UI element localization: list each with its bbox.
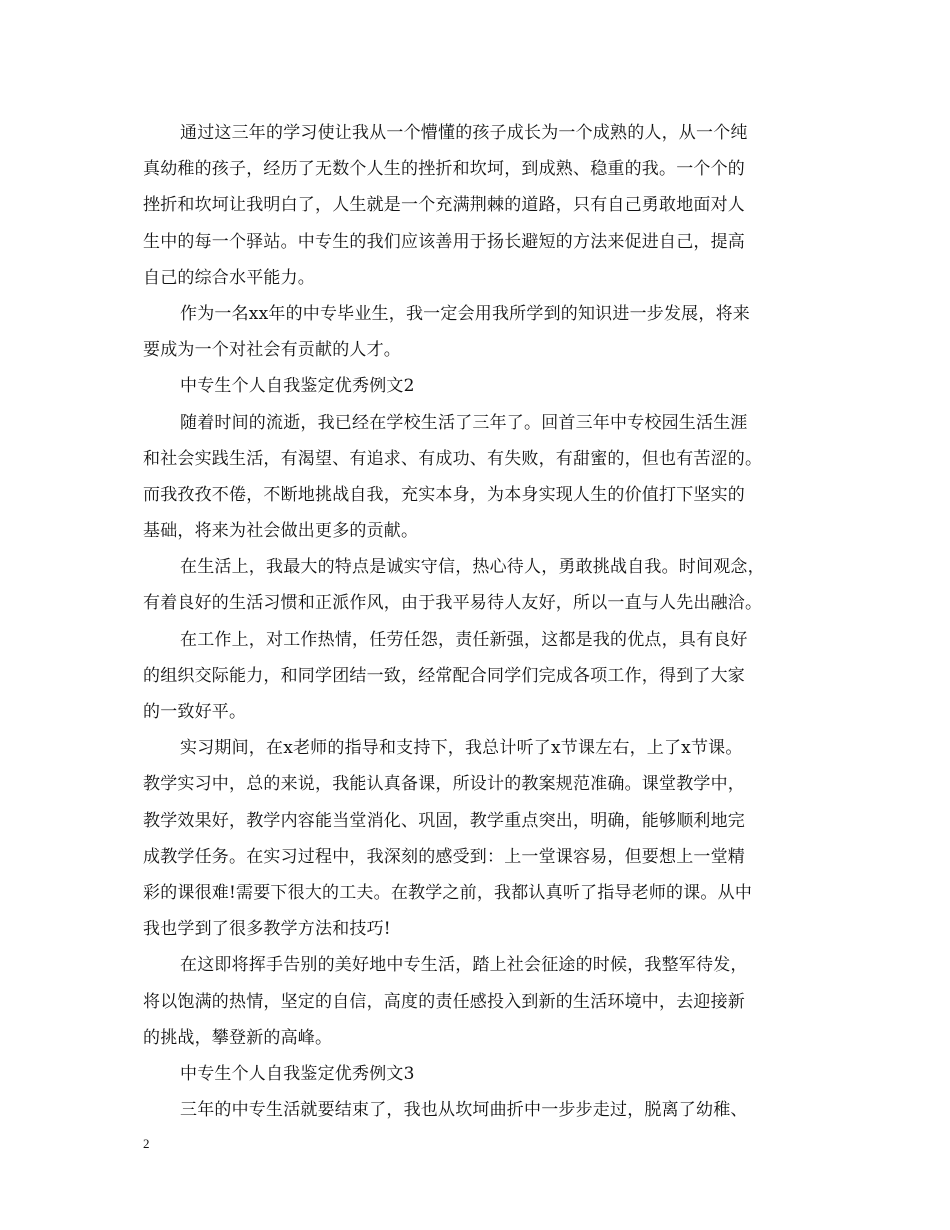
text-line: 的挑战，攀登新的高峰。 <box>143 1027 333 1048</box>
text-line: 成教学任务。在实习过程中，我深刻的感受到：上一堂课容易，但要想上一堂精 <box>143 846 745 867</box>
text-line: 在这即将挥手告别的美好地中专生活，踏上社会征途的时候，我整军待发， <box>180 955 748 976</box>
text-line: 随着时间的流逝，我已经在学校生活了三年了。回首三年中专校园生活生涯 <box>180 412 748 433</box>
text-line: 教学实习中，总的来说，我能认真备课，所设计的教案规范准确。课堂教学中， <box>143 774 745 795</box>
document-body <box>143 115 828 1128</box>
text-line: 和社会实践生活，有渴望、有追求、有成功、有失败，有甜蜜的，但也有苦涩的。 <box>143 448 763 469</box>
text-line: 在工作上，对工作热情，任劳任怨，责任新强，这都是我的优点，具有良好 <box>180 629 748 650</box>
text-line: 要成为一个对社会有贡献的人才。 <box>143 340 401 361</box>
text-line: 实习期间，在x老师的指导和支持下，我总计听了x节课左右，上了x节课。 <box>180 738 743 759</box>
text-line: 将以饱满的热情，坚定的自信，高度的责任感投入到新的生活环境中，去迎接新 <box>143 991 745 1012</box>
text-line: 中专生个人自我鉴定优秀例文3 <box>180 1063 415 1084</box>
text-line: 中专生个人自我鉴定优秀例文2 <box>180 376 415 397</box>
page-number: 2 <box>143 1136 150 1151</box>
text-line: 的一致好平。 <box>143 702 247 722</box>
text-line: 彩的课很难!需要下很大的工夫。在教学之前，我都认真听了指导老师的课。从中 <box>143 882 753 903</box>
text-line: 自己的综合水平能力。 <box>143 267 315 288</box>
text-line: 挫折和坎坷让我明白了，人生就是一个充满荆棘的道路，只有自己勇敢地面对人 <box>143 195 745 216</box>
text-line: 教学效果好，教学内容能当堂消化、巩固，教学重点突出，明确，能够顺利地完 <box>143 810 745 831</box>
text-line: 作为一名xx年的中专毕业生，我一定会用我所学到的知识进一步发展，将来 <box>180 303 750 324</box>
text-line: 而我孜孜不倦，不断地挑战自我，充实本身，为本身实现人生的价值打下坚实的 <box>143 484 745 505</box>
text-line: 我也学到了很多教学方法和技巧! <box>143 919 391 940</box>
text-line: 真幼稚的孩子，经历了无数个人生的挫折和坎坷，到成熟、稳重的我。一个个的 <box>143 159 745 180</box>
text-line: 有着良好的生活习惯和正派作风，由于我平易待人友好，所以一直与人先出融洽。 <box>143 593 763 614</box>
text-line: 的组织交际能力，和同学团结一致，经常配合同学们完成各项工作，得到了大家 <box>143 665 745 686</box>
text-line: 生中的每一个驿站。中专生的我们应该善用于扬长避短的方法来促进自己，提高 <box>143 231 745 252</box>
text-line: 通过这三年的学习使让我从一个懵懂的孩子成长为一个成熟的人，从一个纯 <box>180 123 748 143</box>
text-line: 三年的中专生活就要结束了，我也从坎坷曲折中一步步走过，脱离了幼稚、 <box>180 1100 748 1121</box>
text-line: 在生活上，我最大的特点是诚实守信，热心待人，勇敢挑战自我。时间观念， <box>180 557 765 578</box>
text-line: 基础，将来为社会做出更多的贡献。 <box>143 521 419 542</box>
